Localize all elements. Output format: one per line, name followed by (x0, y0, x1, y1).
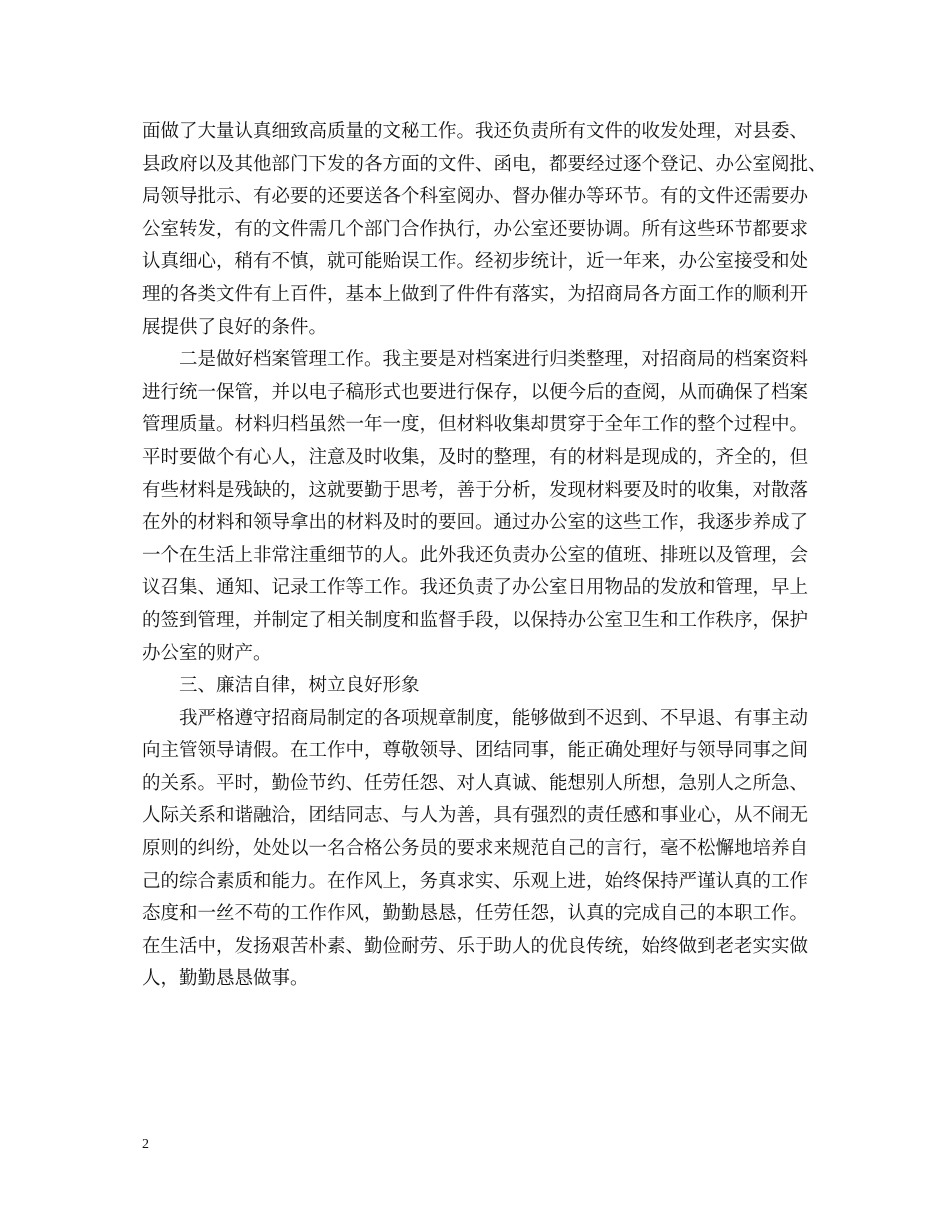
text-line: 的关系。平时，勤俭节约、任劳任怨、对人真诚、能想别人所想，急别人之所急、 (142, 772, 809, 794)
text-line: 面做了大量认真细致高质量的文秘工作。我还负责所有文件的收发处理，对县委、 (142, 121, 809, 142)
text-line: 在生活中，发扬艰苦朴素、勤俭耐劳、乐于助人的优良传统，始终做到老老实实做 (142, 935, 809, 957)
text-line: 理的各类文件有上百件，基本上做到了件件有落实，为招商局各方面工作的顺利开 (142, 283, 809, 305)
text-line: 办公室的财产。 (142, 642, 272, 664)
text-line: 向主管领导请假。在工作中，尊敬领导、团结同事，能正确处理好与领导同事之间 (142, 740, 809, 762)
text-line: 局领导批示、有必要的还要送各个科室阅办、督办催办等环节。有的文件还需要办 (142, 186, 809, 208)
text-line: 公室转发，有的文件需几个部门合作执行，办公室还要协调。所有这些环节都要求 (142, 218, 809, 240)
text-line: 议召集、通知、记录工作等工作。我还负责了办公室日用物品的发放和管理，早上 (142, 577, 809, 599)
text-line: 三、廉洁自律，树立良好形象 (179, 675, 420, 697)
text-line: 的签到管理，并制定了相关制度和监督手段，以保持办公室卫生和工作秩序，保护 (142, 609, 809, 631)
text-line: 我严格遵守招商局制定的各项规章制度，能够做到不迟到、不早退、有事主动 (179, 707, 809, 729)
text-line: 管理质量。材料归档虽然一年一度，但材料收集却贯穿于全年工作的整个过程中。 (142, 414, 809, 436)
text-line: 己的综合素质和能力。在作风上，务真求实、乐观上进，始终保持严谨认真的工作 (142, 870, 809, 892)
text-line: 人际关系和谐融洽，团结同志、与人为善，具有强烈的责任感和事业心，从不闹无 (142, 805, 809, 827)
body-text (142, 116, 827, 996)
text-line: 二是做好档案管理工作。我主要是对档案进行归类整理，对招商局的档案资料 (179, 349, 809, 371)
text-line: 平时要做个有心人，注意及时收集，及时的整理，有的材料是现成的，齐全的，但 (142, 446, 809, 468)
text-line: 展提供了良好的条件。 (142, 316, 328, 338)
text-line: 有些材料是残缺的，这就要勤于思考，善于分析，发现材料要及时的收集，对散落 (142, 479, 809, 501)
text-line: 认真细心，稍有不慎，就可能贻误工作。经初步统计，近一年来，办公室接受和处 (142, 251, 809, 273)
text-line: 一个在生活上非常注重细节的人。此外我还负责办公室的值班、排班以及管理，会 (142, 544, 809, 566)
text-line: 原则的纠纷，处处以一名合格公务员的要求来规范自己的言行，毫不松懈地培养自 (142, 838, 809, 860)
page-number: 2 (142, 1137, 149, 1152)
text-line: 县政府以及其他部门下发的各方面的文件、函电，都要经过逐个登记、办公室阅批、 (142, 153, 827, 175)
text-line: 进行统一保管，并以电子稿形式也要进行保存，以便今后的查阅，从而确保了档案 (142, 381, 809, 403)
text-line: 在外的材料和领导拿出的材料及时的要回。通过办公室的这些工作，我逐步养成了 (142, 512, 809, 534)
text-line: 人，勤勤恳恳做事。 (142, 968, 309, 990)
text-line: 态度和一丝不苟的工作作风，勤勤恳恳，任劳任怨，认真的完成自己的本职工作。 (142, 903, 809, 925)
